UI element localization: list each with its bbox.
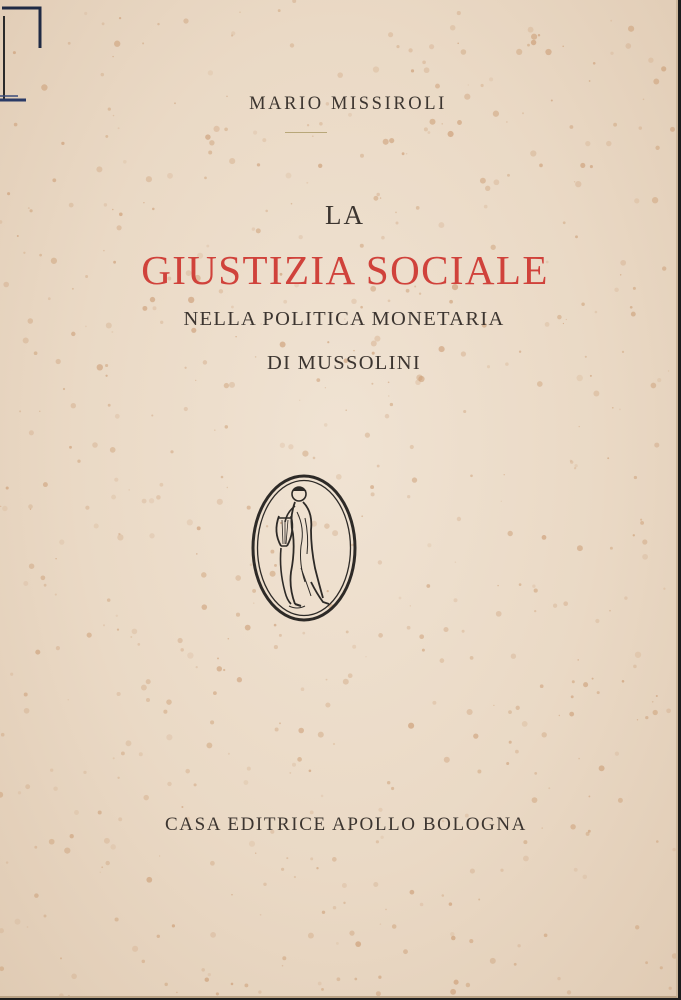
apollo-emblem-icon [249, 472, 359, 624]
decorative-rule [285, 132, 327, 133]
title-article: LA [325, 200, 365, 230]
author-name: MARIO MISSIROLI [249, 94, 447, 114]
publisher-imprint: CASA EDITRICE APOLLO BOLOGNA [164, 814, 527, 835]
book-title: GIUSTIZIA SOCIALE [141, 247, 549, 293]
subtitle-line-1: NELLA POLITICA MONETARIA [183, 308, 505, 330]
subtitle-line-2: DI MUSSOLINI [267, 352, 421, 374]
